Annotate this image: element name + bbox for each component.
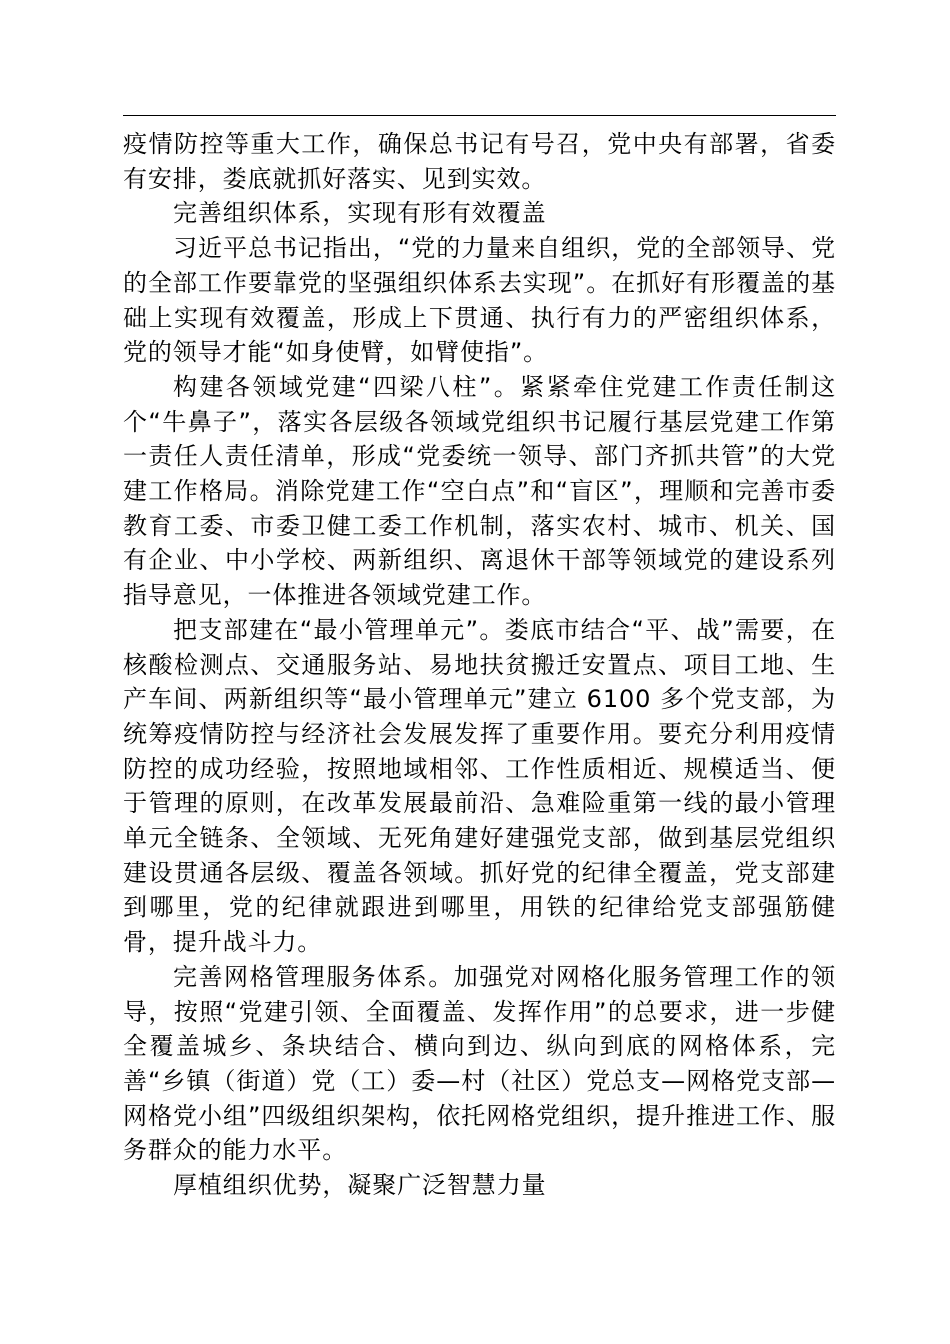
paragraph-branch-units: 把支部建在“最小管理单元”。娄底市结合“平、战”需要，在核酸检测点、交通服务站、易地扶贫搬迁安置点、项目工地、生产车间、两新组织等“最小管理单元”建立 6100 多个党支部，为统筹疫情防控与经济社会发展发挥了重要作用。要充分利用疫情防控的成功经验，按照地域相邻、工作性质相近、规模适当、便于管理的原则，在改革发展最前沿、急难险重第一线的最小管理单元全链条、全领域、无死角建好建强党支部，做到基层党组织建设贯通各层级、覆盖各领域。抓好党的纪律全覆盖，党支部建到哪里，党的纪律就跟进到哪里，用铁的纪律给党支部强筋健骨，提升战斗力。 xyxy=(123,615,836,957)
paragraph-quote: 习近平总书记指出，“党的力量来自组织，党的全部领导、党的全部工作要靠党的坚强组织体系去实现”。在抓好有形覆盖的基础上实现有效覆盖，形成上下贯通、执行有力的严密组织体系，党的领导才能“如身使臂，如臂使指”。 xyxy=(123,234,836,367)
paragraph-continuation: 疫情防控等重大工作，确保总书记有号召，党中央有部署，省委有安排，娄底就抓好落实、见到实效。 xyxy=(123,130,836,193)
paragraph-grid-management: 完善网格管理服务体系。加强党对网格化服务管理工作的领导，按照“党建引领、全面覆盖、发挥作用”的总要求，进一步健全覆盖城乡、条块结合、横向到边、纵向到底的网格体系，完善“乡镇（街道）党（工）委—村（社区）党总支—网格党支部—网格党小组”四级组织架构，依托网格党组织，提升推进工作、服务群众的能力水平。 xyxy=(123,962,836,1165)
header-rule xyxy=(123,115,836,116)
paragraph-party-building-framework: 构建各领域党建“四梁八柱”。紧紧牵住党建工作责任制这个“牛鼻子”，落实各层级各领域党组织书记履行基层党建工作第一责任人责任清单，形成“党委统一领导、部门齐抓共管”的大党建工作格局。消除党建工作“空白点”和“盲区”，理顺和完善市委教育工委、市委卫健工委工作机制，落实农村、城市、机关、国有企业、中小学校、两新组织、离退休干部等领域党的建设系列指导意见，一体推进各领域党建工作。 xyxy=(123,372,836,610)
section-heading-organizational-advantage: 厚植组织优势，凝聚广泛智慧力量 xyxy=(173,1171,547,1200)
document-body xyxy=(123,127,836,1203)
section-heading-organization-system: 完善组织体系，实现有形有效覆盖 xyxy=(173,199,547,228)
